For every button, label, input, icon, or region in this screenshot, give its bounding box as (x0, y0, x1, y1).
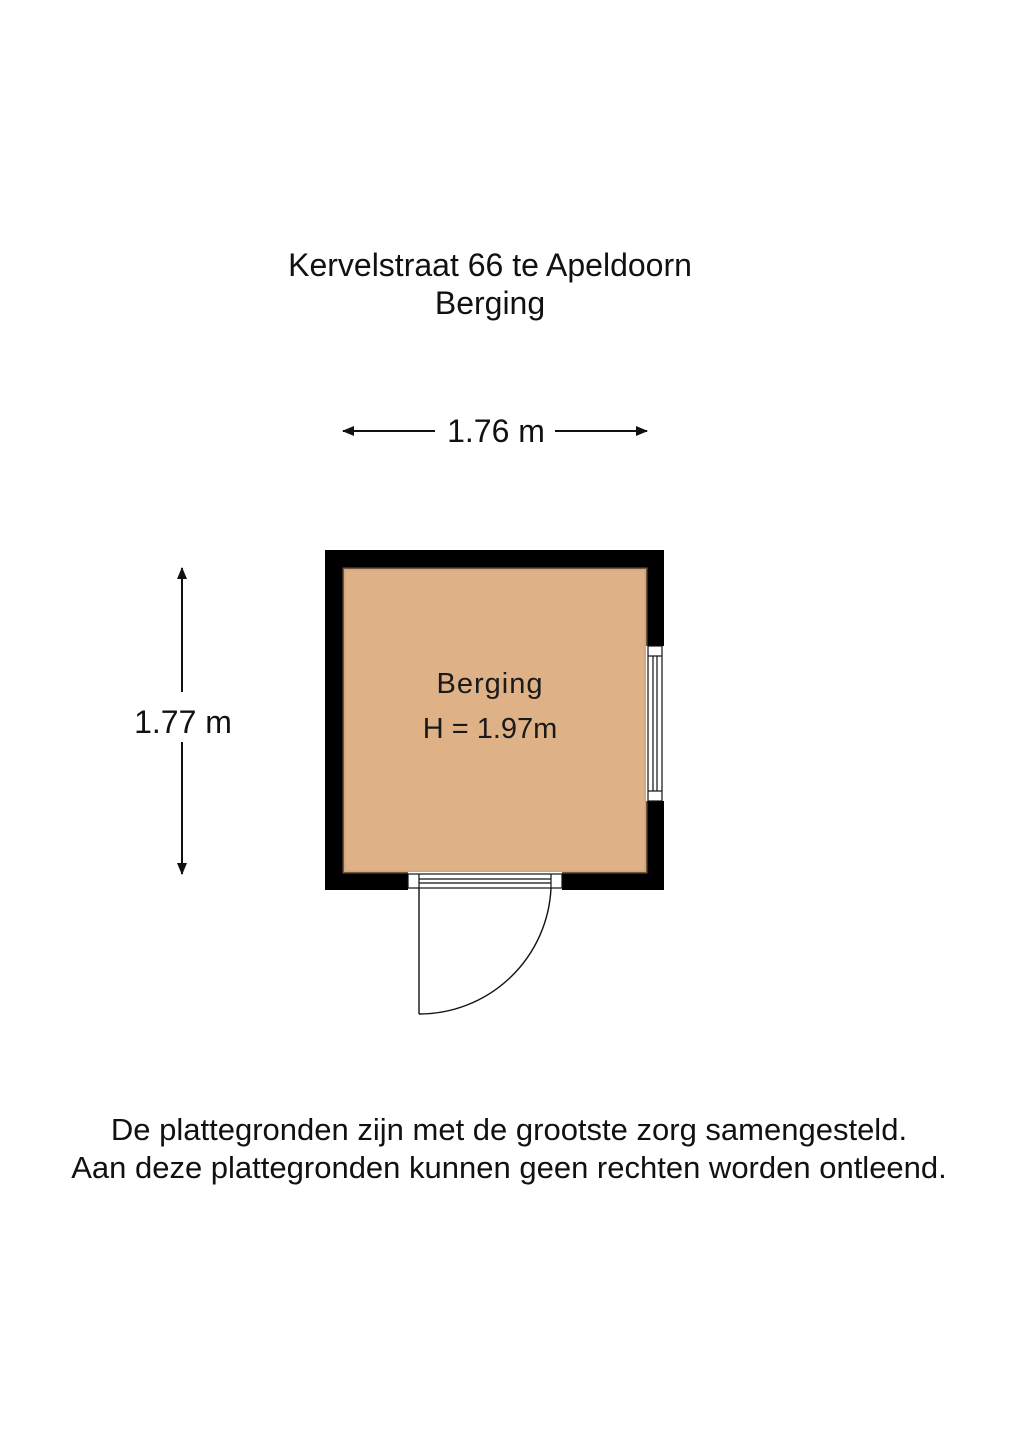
width-label: 1.76 m (447, 413, 545, 449)
window-right-wall (646, 646, 664, 801)
disclaimer-text (0, 1111, 1018, 1187)
floor-name-title: Berging (434, 285, 546, 321)
door-swing-arc (419, 888, 551, 1014)
width-dimension (343, 413, 647, 449)
door-bottom-wall (408, 872, 562, 1014)
address-title: Kervelstraat 66 te Apeldoorn (288, 247, 692, 283)
room-berging (325, 550, 664, 1014)
depth-dimension (134, 568, 232, 874)
room-name-label: Berging (436, 668, 544, 700)
room-height-label: H = 1.97m (422, 713, 558, 745)
disclaimer-line-2: Aan deze plattegronden kunnen geen rechten worden ontleend. (71, 1150, 947, 1185)
disclaimer-line-1: De plattegronden zijn met de grootste zorg samengesteld. (110, 1112, 908, 1147)
depth-label: 1.77 m (134, 704, 232, 740)
